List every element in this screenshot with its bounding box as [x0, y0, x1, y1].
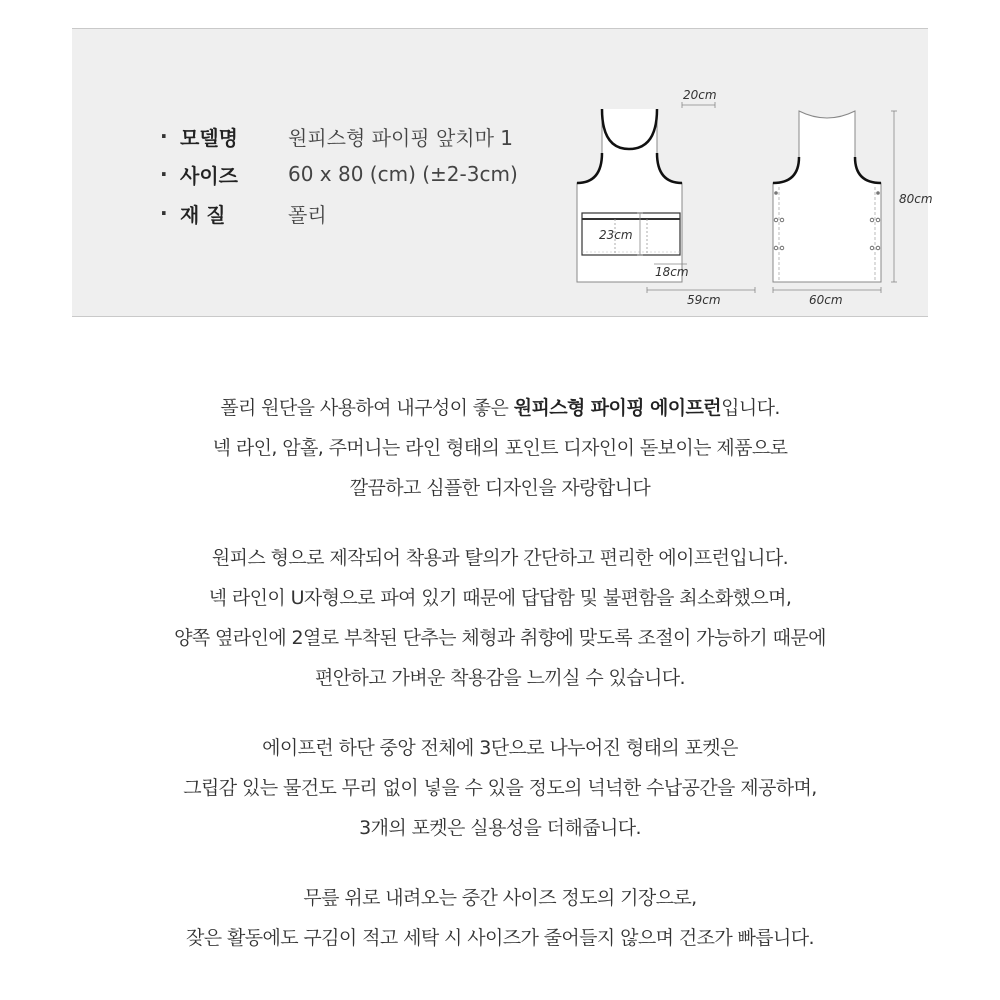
- apron-front-drawing: [577, 109, 682, 282]
- description-line: 잦은 활동에도 구김이 적고 세탁 시 사이즈가 줄어들지 않으며 건조가 빠릅니다.: [186, 927, 814, 949]
- back-width-label: 60cm: [809, 293, 843, 307]
- spec-label-model: 모델명: [180, 125, 238, 150]
- spec-row-model: [160, 121, 513, 151]
- product-name-highlight: 원피스형 파이핑 에이프런: [513, 397, 722, 419]
- description-line: 에이프런 하단 중앙 전체에 3단으로 나누어진 형태의 포켓은: [262, 737, 738, 759]
- spec-value-model: 원피스형 파이핑 앞치마 1: [288, 125, 513, 150]
- description-line: [0, 388, 1000, 428]
- pocket-height-label: 23cm: [599, 228, 633, 242]
- front-width-label: 59cm: [687, 293, 721, 307]
- spec-row-size: [160, 159, 518, 189]
- description-line: 넥 라인이 U자형으로 파여 있기 때문에 답답함 및 불편함을 최소화했으며,: [208, 587, 792, 609]
- bullet: ·: [160, 124, 168, 148]
- description-paragraph-4: [0, 878, 1000, 958]
- description-line: 깔끔하고 심플한 디자인을 자랑합니다: [349, 477, 651, 499]
- description-line: 그립감 있는 물건도 무리 없이 넣을 수 있을 정도의 넉넉한 수납공간을 제공하며,: [183, 777, 817, 799]
- description-line: 넥 라인, 암홀, 주머니는 라인 형태의 포인트 디자인이 돋보이는 제품으로: [212, 437, 788, 459]
- apron-size-diagram: [527, 53, 933, 313]
- product-description: [0, 388, 1000, 988]
- spec-label-size: 사이즈: [180, 163, 238, 188]
- pocket-width-label: 18cm: [655, 265, 689, 279]
- description-paragraph-1: [0, 388, 1000, 508]
- description-paragraph-3: [0, 728, 1000, 848]
- bullet: ·: [160, 162, 168, 186]
- description-paragraph-2: [0, 538, 1000, 698]
- description-line: 원피스 형으로 제작되어 착용과 탈의가 간단하고 편리한 에이프런입니다.: [211, 547, 789, 569]
- spec-panel: [72, 28, 933, 317]
- spec-value-size: 60 x 80 (cm) (±2-3cm): [288, 162, 518, 186]
- apron-back-drawing: [773, 111, 881, 282]
- length-label: 80cm: [899, 192, 933, 206]
- neck-width-label: 20cm: [683, 88, 717, 102]
- spec-value-material: 폴리: [288, 202, 327, 227]
- description-line: 편안하고 가벼운 착용감을 느끼실 수 있습니다.: [315, 667, 685, 689]
- spec-label-material: 재 질: [180, 202, 226, 227]
- text-segment: 입니다.: [721, 397, 780, 419]
- description-line: 양쪽 옆라인에 2열로 부착된 단추는 체형과 취향에 맞도록 조절이 가능하기 때문에: [174, 627, 826, 649]
- bullet: ·: [160, 201, 168, 225]
- description-line: 3개의 포켓은 실용성을 더해줍니다.: [359, 817, 641, 839]
- spec-row-material: [160, 198, 327, 228]
- text-segment: 폴리 원단을 사용하여 내구성이 좋은: [220, 397, 514, 419]
- description-line: 무릎 위로 내려오는 중간 사이즈 정도의 기장으로,: [303, 887, 697, 909]
